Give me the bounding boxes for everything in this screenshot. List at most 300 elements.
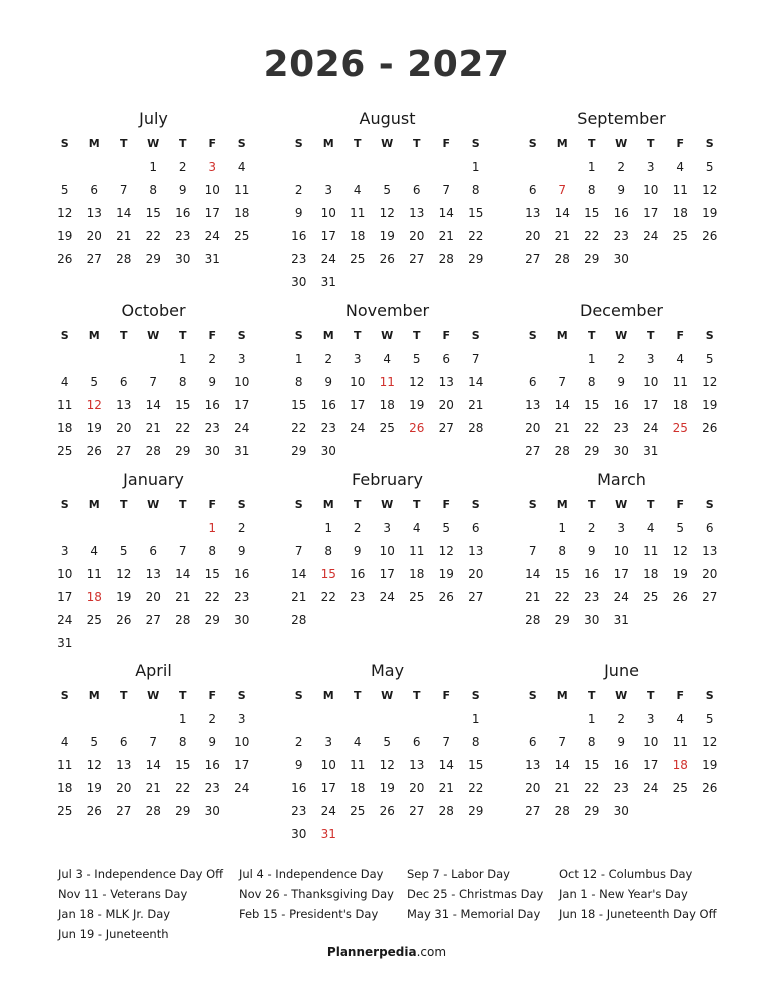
- calendar-date: 2: [324, 352, 333, 366]
- calendar-date: 17: [643, 206, 659, 220]
- weekday-header: S: [705, 498, 714, 511]
- calendar-date: 4: [383, 352, 392, 366]
- calendar-date: 27: [525, 804, 541, 818]
- calendar-date: 15: [175, 758, 191, 772]
- weekday-header: T: [587, 498, 596, 511]
- calendar-date: 12: [672, 544, 688, 558]
- weekday-header: T: [119, 137, 128, 150]
- calendar-date: 13: [116, 758, 132, 772]
- calendar-date: 26: [116, 613, 132, 627]
- holiday-entry: Sep 7 - Labor Day: [407, 867, 510, 881]
- calendar-date: 6: [90, 183, 99, 197]
- holiday-date: 12: [86, 398, 102, 412]
- calendar-date: 20: [409, 229, 425, 243]
- weekday-header: W: [147, 137, 160, 150]
- weekday-header: S: [294, 137, 303, 150]
- calendar-date: 23: [204, 781, 220, 795]
- calendar-date: 8: [587, 183, 596, 197]
- calendar-date: 23: [320, 421, 336, 435]
- calendar-date: 18: [350, 781, 366, 795]
- calendar-date: 15: [584, 206, 600, 220]
- calendar-date: 8: [558, 544, 567, 558]
- calendar-date: 3: [324, 735, 333, 749]
- calendar-date: 9: [587, 544, 596, 558]
- calendar-date: 12: [702, 375, 718, 389]
- calendar-date: 2: [294, 735, 303, 749]
- holiday-entry: Feb 15 - President's Day: [239, 907, 379, 921]
- holiday-date: 7: [558, 183, 567, 197]
- calendar-date: 11: [57, 758, 73, 772]
- weekday-header: S: [705, 137, 714, 150]
- calendar-date: 22: [554, 590, 570, 604]
- weekday-header: S: [294, 498, 303, 511]
- calendar-date: 20: [145, 590, 161, 604]
- calendar-date: 23: [584, 590, 600, 604]
- calendar-date: 26: [86, 444, 102, 458]
- calendar-date: 4: [412, 521, 421, 535]
- holiday-date: 25: [672, 421, 688, 435]
- calendar-date: 25: [350, 252, 366, 266]
- calendar-date: 24: [643, 421, 659, 435]
- calendar-date: 16: [613, 206, 629, 220]
- weekday-header: S: [237, 137, 246, 150]
- weekday-header: F: [208, 498, 216, 511]
- calendar-date: 14: [145, 398, 161, 412]
- calendar-date: 24: [234, 781, 250, 795]
- calendar-date: 18: [672, 206, 688, 220]
- calendar-date: 21: [554, 781, 570, 795]
- calendar-date: 6: [149, 544, 158, 558]
- calendar-date: 20: [116, 781, 132, 795]
- calendar-date: 22: [175, 421, 191, 435]
- calendar-date: 2: [294, 183, 303, 197]
- calendar-date: 7: [119, 183, 128, 197]
- calendar-date: 12: [409, 375, 425, 389]
- calendar-date: 21: [468, 398, 484, 412]
- calendar-date: 12: [702, 735, 718, 749]
- weekday-header: W: [381, 498, 394, 511]
- weekday-header: S: [705, 329, 714, 342]
- calendar-date: 22: [584, 229, 600, 243]
- calendar-date: 21: [525, 590, 541, 604]
- calendar-date: 17: [204, 206, 220, 220]
- calendar-date: 8: [178, 735, 187, 749]
- holiday-date: 31: [320, 827, 336, 841]
- calendar-date: 3: [237, 352, 246, 366]
- calendar-date: 28: [291, 613, 307, 627]
- calendar-date: 31: [613, 613, 629, 627]
- calendar-date: 7: [294, 544, 303, 558]
- calendar-date: 30: [291, 827, 307, 841]
- calendar-date: 28: [145, 804, 161, 818]
- weekday-header: S: [471, 137, 480, 150]
- calendar-date: 26: [379, 804, 395, 818]
- calendar-date: 6: [471, 521, 480, 535]
- calendar-date: 21: [554, 229, 570, 243]
- calendar-date: 30: [204, 444, 220, 458]
- calendar-date: 7: [558, 735, 567, 749]
- calendar-date: 29: [554, 613, 570, 627]
- calendar-date: 30: [291, 275, 307, 289]
- calendar-date: 9: [237, 544, 246, 558]
- calendar-date: 21: [291, 590, 307, 604]
- calendar-date: 11: [57, 398, 73, 412]
- holiday-entry: Dec 25 - Christmas Day: [407, 887, 544, 901]
- calendar-date: 10: [613, 544, 629, 558]
- calendar-date: 28: [175, 613, 191, 627]
- calendar-date: 21: [116, 229, 132, 243]
- calendar-date: 17: [379, 567, 395, 581]
- calendar-date: 14: [175, 567, 191, 581]
- calendar-date: 12: [379, 206, 395, 220]
- calendar-date: 14: [145, 758, 161, 772]
- calendar-date: 29: [584, 444, 600, 458]
- weekday-header: S: [60, 498, 69, 511]
- weekday-header: S: [528, 689, 537, 702]
- weekday-header: T: [587, 689, 596, 702]
- calendar-date: 24: [234, 421, 250, 435]
- calendar-date: 8: [294, 375, 303, 389]
- calendar-date: 8: [149, 183, 158, 197]
- calendar-date: 24: [643, 229, 659, 243]
- calendar-date: 10: [57, 567, 73, 581]
- weekday-header: S: [60, 329, 69, 342]
- calendar-date: 2: [237, 521, 246, 535]
- calendar-date: 28: [116, 252, 132, 266]
- calendar-date: 26: [438, 590, 454, 604]
- calendar-date: 10: [234, 375, 250, 389]
- weekday-header: W: [615, 137, 628, 150]
- holiday-entry: Nov 11 - Veterans Day: [58, 887, 188, 901]
- calendar-date: 3: [617, 521, 626, 535]
- calendar-date: 7: [149, 735, 158, 749]
- weekday-header: M: [556, 689, 568, 702]
- calendar-date: 30: [613, 444, 629, 458]
- calendar-date: 11: [643, 544, 659, 558]
- calendar-date: 17: [613, 567, 629, 581]
- calendar-date: 19: [57, 229, 73, 243]
- calendar-date: 16: [175, 206, 191, 220]
- holiday-date: 15: [320, 567, 336, 581]
- calendar-date: 12: [86, 758, 102, 772]
- calendar-date: 23: [613, 781, 629, 795]
- weekday-header: S: [528, 329, 537, 342]
- calendar-date: 6: [412, 183, 421, 197]
- weekday-header: T: [412, 498, 421, 511]
- calendar-date: 16: [584, 567, 600, 581]
- weekday-header: F: [442, 689, 450, 702]
- weekday-header: F: [676, 137, 684, 150]
- calendar-date: 14: [525, 567, 541, 581]
- weekday-header: F: [676, 329, 684, 342]
- calendar-date: 10: [320, 758, 336, 772]
- calendar-date: 14: [554, 398, 570, 412]
- calendar-date: 3: [324, 183, 333, 197]
- holiday-date: 3: [208, 160, 217, 174]
- calendar-date: 5: [90, 375, 99, 389]
- calendar-date: 20: [525, 421, 541, 435]
- calendar-date: 27: [468, 590, 484, 604]
- calendar-date: 19: [702, 206, 718, 220]
- calendar-date: 2: [617, 160, 626, 174]
- calendar-date: 6: [442, 352, 451, 366]
- calendar-date: 31: [204, 252, 220, 266]
- calendar-date: 29: [291, 444, 307, 458]
- calendar-date: 6: [528, 375, 537, 389]
- calendar-date: 7: [149, 375, 158, 389]
- calendar-date: 17: [320, 781, 336, 795]
- calendar-date: 28: [554, 252, 570, 266]
- holiday-date: 26: [409, 421, 425, 435]
- weekday-header: T: [587, 137, 596, 150]
- calendar-date: 12: [57, 206, 73, 220]
- calendar-date: 11: [409, 544, 425, 558]
- calendar-date: 14: [554, 758, 570, 772]
- weekday-header: S: [471, 498, 480, 511]
- calendar-date: 19: [86, 421, 102, 435]
- calendar-date: 5: [90, 735, 99, 749]
- calendar-date: 6: [412, 735, 421, 749]
- calendar-date: 17: [643, 758, 659, 772]
- calendar-date: 30: [613, 804, 629, 818]
- calendar-date: 27: [525, 444, 541, 458]
- calendar-date: 26: [379, 252, 395, 266]
- calendar-date: 27: [145, 613, 161, 627]
- calendar-date: 7: [442, 735, 451, 749]
- weekday-header: M: [556, 329, 568, 342]
- month-name: September: [577, 109, 666, 128]
- calendar-date: 8: [324, 544, 333, 558]
- calendar-date: 7: [558, 375, 567, 389]
- calendar-date: 22: [468, 229, 484, 243]
- calendar-date: 13: [525, 206, 541, 220]
- calendar-date: 9: [294, 758, 303, 772]
- calendar-date: 1: [294, 352, 303, 366]
- calendar-date: 15: [204, 567, 220, 581]
- calendar-date: 18: [57, 781, 73, 795]
- calendar-date: 1: [471, 712, 480, 726]
- weekday-header: F: [208, 137, 216, 150]
- weekday-header: F: [676, 689, 684, 702]
- month-name: August: [359, 109, 416, 128]
- calendar-date: 20: [702, 567, 718, 581]
- calendar-date: 26: [702, 421, 718, 435]
- month-name: April: [135, 661, 172, 680]
- weekday-header: T: [178, 137, 187, 150]
- calendar-date: 7: [442, 183, 451, 197]
- calendar-date: 21: [145, 781, 161, 795]
- calendar-date: 23: [291, 804, 307, 818]
- calendar-date: 6: [119, 735, 128, 749]
- calendar-date: 4: [90, 544, 99, 558]
- calendar-date: 29: [175, 444, 191, 458]
- calendar-date: 31: [320, 275, 336, 289]
- calendar-date: 13: [468, 544, 484, 558]
- calendar-date: 9: [294, 206, 303, 220]
- calendar-date: 19: [379, 229, 395, 243]
- calendar-date: 7: [471, 352, 480, 366]
- calendar-date: 5: [383, 735, 392, 749]
- calendar-date: 13: [409, 206, 425, 220]
- calendar-date: 20: [86, 229, 102, 243]
- calendar-date: 22: [468, 781, 484, 795]
- calendar-date: 13: [86, 206, 102, 220]
- calendar-date: 3: [237, 712, 246, 726]
- calendar-date: 24: [320, 804, 336, 818]
- calendar-date: 12: [379, 758, 395, 772]
- weekday-header: W: [381, 329, 394, 342]
- calendar-date: 13: [438, 375, 454, 389]
- weekday-header: T: [412, 137, 421, 150]
- weekday-header: W: [615, 689, 628, 702]
- calendar-date: 3: [383, 521, 392, 535]
- calendar-date: 12: [438, 544, 454, 558]
- calendar-date: 2: [178, 160, 187, 174]
- calendar-date: 30: [204, 804, 220, 818]
- calendar-date: 5: [705, 712, 714, 726]
- calendar-date: 5: [119, 544, 128, 558]
- calendar-date: 13: [525, 398, 541, 412]
- calendar-date: 7: [178, 544, 187, 558]
- calendar-date: 23: [613, 229, 629, 243]
- weekday-header: F: [442, 498, 450, 511]
- calendar-date: 12: [702, 183, 718, 197]
- calendar-date: 1: [324, 521, 333, 535]
- weekday-header: W: [147, 689, 160, 702]
- calendar-date: 25: [672, 229, 688, 243]
- calendar-date: 16: [204, 398, 220, 412]
- calendar-date: 9: [353, 544, 362, 558]
- calendar-date: 3: [646, 712, 655, 726]
- calendar-date: 2: [587, 521, 596, 535]
- calendar-date: 14: [438, 206, 454, 220]
- calendar-date: 18: [643, 567, 659, 581]
- calendar-date: 27: [409, 804, 425, 818]
- weekday-header: F: [208, 689, 216, 702]
- calendar-date: 9: [208, 375, 217, 389]
- calendar-date: 26: [86, 804, 102, 818]
- weekday-header: S: [705, 689, 714, 702]
- calendar-date: 5: [705, 352, 714, 366]
- weekday-header: T: [646, 137, 655, 150]
- holiday-date: 1: [208, 521, 217, 535]
- calendar-date: 26: [702, 781, 718, 795]
- calendar-date: 25: [350, 804, 366, 818]
- calendar-date: 12: [116, 567, 132, 581]
- calendar-date: 28: [468, 421, 484, 435]
- weekday-header: M: [556, 498, 568, 511]
- month-name: January: [123, 470, 184, 489]
- calendar-date: 11: [350, 206, 366, 220]
- calendar-date: 26: [57, 252, 73, 266]
- calendar-date: 1: [178, 712, 187, 726]
- calendar-date: 2: [617, 712, 626, 726]
- calendar-date: 4: [60, 375, 69, 389]
- calendar-date: 19: [379, 781, 395, 795]
- calendar-date: 4: [353, 735, 362, 749]
- calendar-date: 9: [208, 735, 217, 749]
- calendar-date: 19: [702, 758, 718, 772]
- calendar-date: 15: [468, 758, 484, 772]
- calendar-date: 14: [468, 375, 484, 389]
- weekday-header: T: [119, 329, 128, 342]
- calendar-date: 25: [234, 229, 250, 243]
- weekday-header: T: [353, 689, 362, 702]
- calendar-date: 22: [145, 229, 161, 243]
- calendar-date: 30: [175, 252, 191, 266]
- holiday-date: 18: [672, 758, 688, 772]
- calendar-date: 2: [353, 521, 362, 535]
- calendar-date: 30: [613, 252, 629, 266]
- calendar-date: 18: [57, 421, 73, 435]
- calendar-date: 18: [234, 206, 250, 220]
- calendar-date: 20: [525, 781, 541, 795]
- calendar-date: 17: [234, 758, 250, 772]
- calendar-date: 25: [672, 781, 688, 795]
- holiday-entry: May 31 - Memorial Day: [407, 907, 541, 921]
- weekday-header: S: [237, 329, 246, 342]
- calendar-date: 29: [584, 804, 600, 818]
- holiday-entry: Jun 18 - Juneteenth Day Off: [559, 907, 717, 921]
- calendar-date: 4: [676, 712, 685, 726]
- calendar-date: 20: [525, 229, 541, 243]
- calendar-date: 11: [86, 567, 102, 581]
- calendar-date: 17: [350, 398, 366, 412]
- calendar-date: 21: [438, 781, 454, 795]
- calendar-date: 8: [208, 544, 217, 558]
- holiday-list: [58, 867, 758, 947]
- calendar-date: 29: [175, 804, 191, 818]
- calendar-date: 5: [383, 183, 392, 197]
- calendar-date: 26: [672, 590, 688, 604]
- calendar-date: 24: [613, 590, 629, 604]
- weekday-header: T: [178, 329, 187, 342]
- month-name: February: [352, 470, 423, 489]
- calendar-date: 25: [643, 590, 659, 604]
- calendar-date: 28: [145, 444, 161, 458]
- calendar-date: 9: [617, 183, 626, 197]
- calendar-date: 23: [234, 590, 250, 604]
- calendar-date: 14: [291, 567, 307, 581]
- month-name: June: [604, 661, 639, 680]
- calendar-date: 25: [86, 613, 102, 627]
- calendar-date: 8: [471, 735, 480, 749]
- calendar-date: 25: [409, 590, 425, 604]
- calendar-date: 6: [528, 183, 537, 197]
- calendar-date: 15: [145, 206, 161, 220]
- calendar-date: 28: [525, 613, 541, 627]
- calendar-date: 14: [438, 758, 454, 772]
- calendar-date: 10: [204, 183, 220, 197]
- calendar-date: 11: [350, 758, 366, 772]
- calendar-date: 2: [208, 712, 217, 726]
- calendar-date: 23: [204, 421, 220, 435]
- calendar-date: 15: [291, 398, 307, 412]
- calendar-date: 16: [350, 567, 366, 581]
- weekday-header: M: [556, 137, 568, 150]
- weekday-header: T: [587, 329, 596, 342]
- calendar-date: 21: [554, 421, 570, 435]
- calendar-date: 13: [702, 544, 718, 558]
- calendar-date: 3: [646, 160, 655, 174]
- calendar-date: 22: [291, 421, 307, 435]
- calendar-date: 22: [584, 421, 600, 435]
- calendar-date: 25: [57, 444, 73, 458]
- calendar-date: 11: [672, 183, 688, 197]
- calendar-date: 28: [438, 252, 454, 266]
- calendar-date: 18: [379, 398, 395, 412]
- calendar-date: 10: [643, 375, 659, 389]
